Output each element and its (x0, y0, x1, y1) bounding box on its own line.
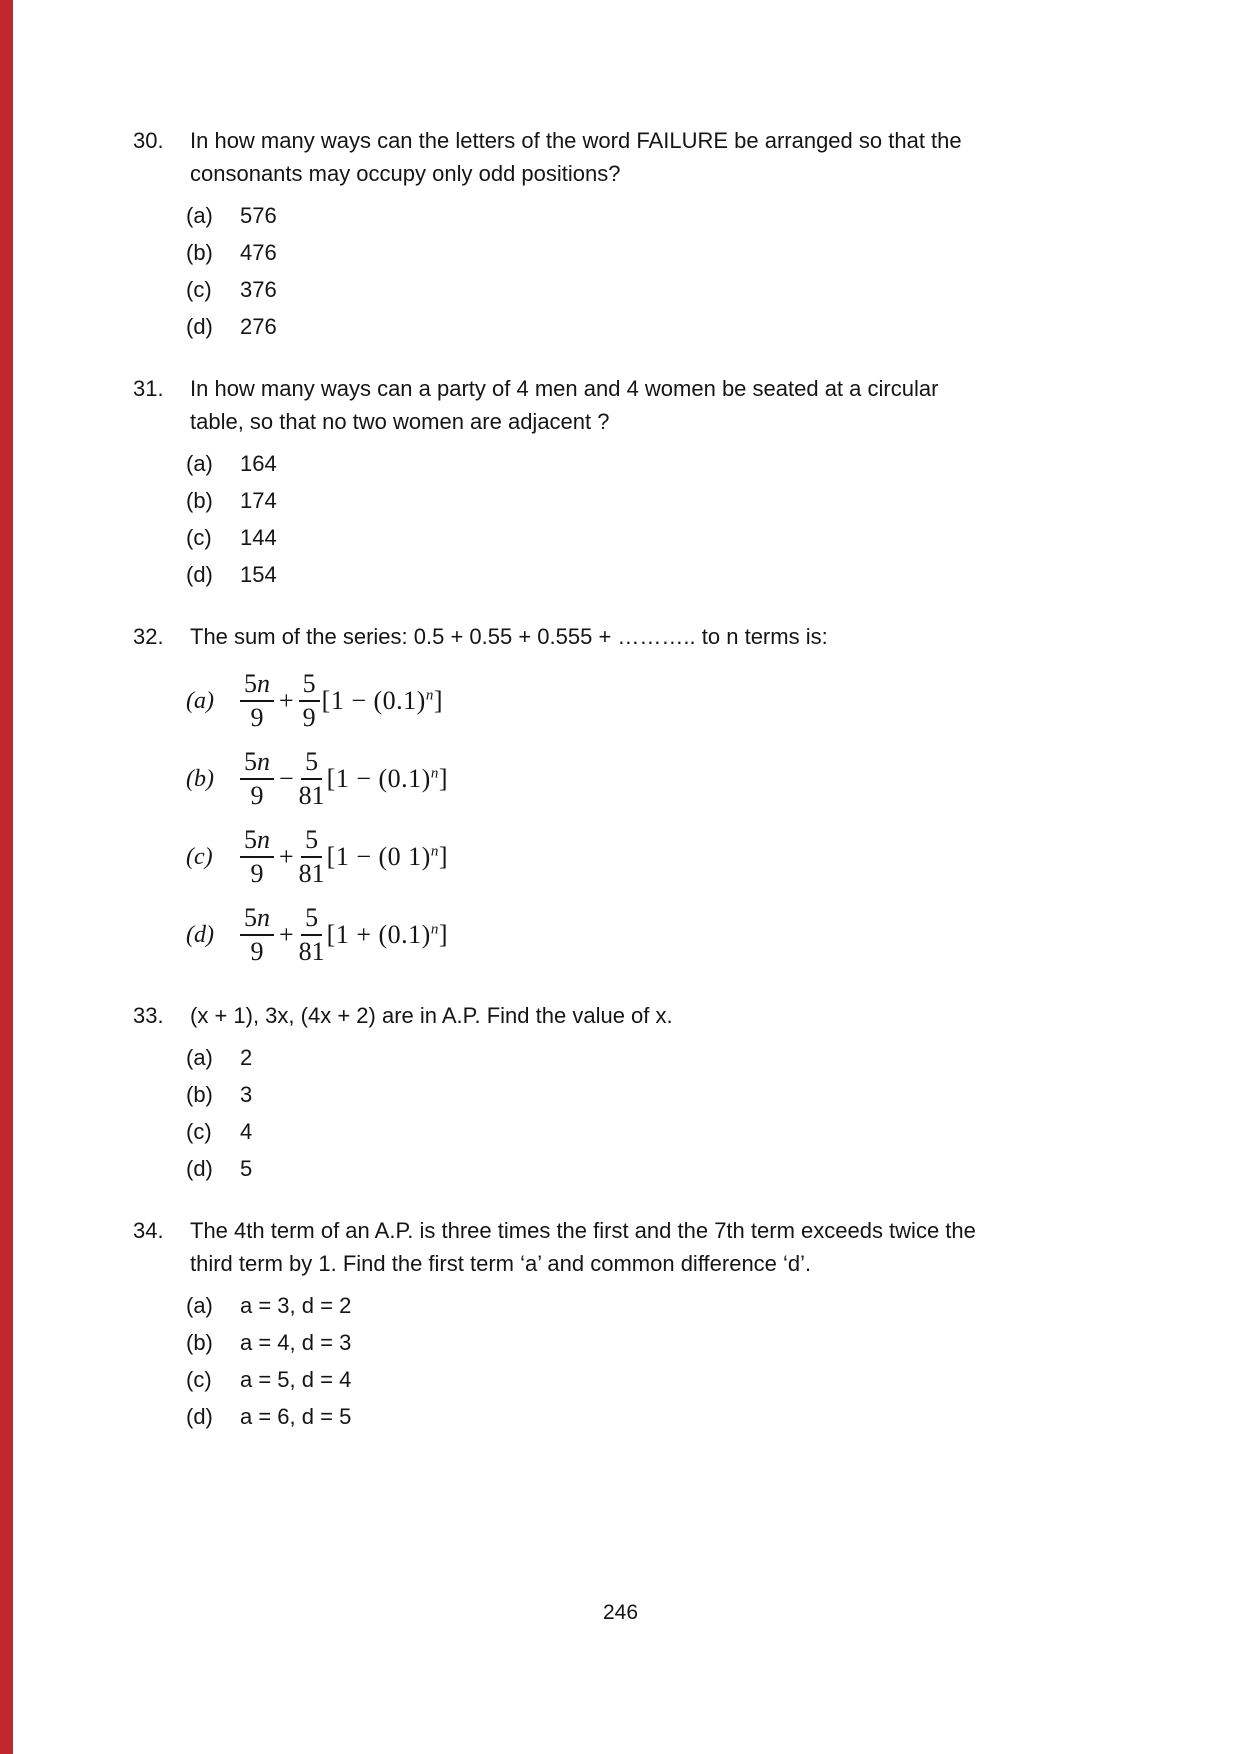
option-value: a = 6, d = 5 (240, 1404, 352, 1429)
option-label: (b) (186, 488, 213, 513)
option-value: 4 (240, 1119, 253, 1144)
option-row (186, 526, 993, 549)
option-row (186, 1294, 993, 1317)
option-row (186, 452, 993, 475)
question-33 (133, 999, 993, 1180)
option-value: 576 (240, 203, 277, 228)
option-row (186, 489, 993, 512)
option-value: a = 5, d = 4 (240, 1367, 352, 1392)
question-text: In how many ways can a party of 4 men and 4 women be seated at a circular table, so that no two women are adjacent ? (190, 376, 939, 434)
option-row (186, 278, 993, 301)
question-number: 32. (133, 624, 164, 649)
page-edge-stripe (0, 0, 13, 1754)
operator: + (279, 685, 294, 715)
option-value: 154 (240, 562, 277, 587)
question-number: 34. (133, 1218, 164, 1243)
option-row (186, 315, 993, 338)
question-head (133, 620, 993, 653)
question-text: (x + 1), 3x, (4x + 2) are in A.P. Find the value of x. (190, 1003, 673, 1028)
option-value: 376 (240, 277, 277, 302)
option-row-formula (186, 670, 993, 731)
option-label: (d) (186, 1156, 213, 1181)
options-list (186, 452, 993, 586)
fraction: $\frac{5n}{9}$ (240, 670, 274, 731)
option-label: (a) (186, 1045, 213, 1070)
formula-expression (240, 748, 448, 809)
option-label: (b) (186, 765, 214, 792)
option-row (186, 1120, 993, 1143)
fraction: $\frac{5}{81}$ (298, 747, 325, 810)
option-label: (c) (186, 1119, 212, 1144)
option-label: (c) (186, 277, 212, 302)
option-row-formula (186, 748, 993, 809)
option-label: (b) (186, 1082, 213, 1107)
option-label: (a) (186, 687, 214, 714)
option-value: 144 (240, 525, 277, 550)
option-value: 476 (240, 240, 277, 265)
fraction: $\frac{5}{81}$ (298, 825, 325, 888)
bracket-term: $[1 + (0.1)^n]$ (326, 919, 448, 949)
option-label: (c) (186, 1367, 212, 1392)
option-value: 5 (240, 1156, 253, 1181)
formula-expression (240, 904, 448, 965)
option-value: 164 (240, 451, 277, 476)
question-34 (133, 1214, 993, 1428)
option-value: 2 (240, 1045, 253, 1070)
option-row (186, 1046, 993, 1069)
fraction: $\frac{5n}{9}$ (240, 748, 274, 809)
options-list (186, 670, 993, 965)
question-text: The sum of the series: 0.5 + 0.55 + 0.555 + ……….. to n terms is: (190, 624, 828, 649)
option-row (186, 1368, 993, 1391)
options-list (186, 204, 993, 338)
option-row (186, 1405, 993, 1428)
question-text: In how many ways can the letters of the word FAILURE be arranged so that the consonants may occupy only odd positions? (190, 128, 962, 186)
question-head (133, 1214, 993, 1280)
option-label: (a) (186, 1293, 213, 1318)
operator: − (279, 763, 294, 793)
operator: + (279, 919, 294, 949)
option-label: (c) (186, 843, 213, 870)
option-row (186, 1083, 993, 1106)
option-label: (d) (186, 921, 214, 948)
option-label: (d) (186, 562, 213, 587)
fraction: $\frac{5n}{9}$ (240, 904, 274, 965)
option-row (186, 563, 993, 586)
question-30 (133, 124, 993, 338)
bracket-term: [1 − (0 1)$^n$] (326, 841, 448, 871)
question-number: 31. (133, 376, 164, 401)
option-row (186, 204, 993, 227)
operator: + (279, 841, 294, 871)
bracket-term: $[1 - (0.1)^n]$ (321, 685, 443, 715)
formula-expression (240, 670, 443, 731)
question-32 (133, 620, 993, 965)
option-label: (a) (186, 451, 213, 476)
bracket-term: $[1 - (0.1)^n]$ (326, 763, 448, 793)
option-label: (c) (186, 525, 212, 550)
options-list (186, 1046, 993, 1180)
option-row (186, 241, 993, 264)
option-label: (d) (186, 1404, 213, 1429)
option-label: (a) (186, 203, 213, 228)
fraction: $\frac{5}{81}$ (298, 903, 325, 966)
options-list (186, 1294, 993, 1428)
question-head (133, 999, 993, 1032)
option-value: 276 (240, 314, 277, 339)
question-number: 30. (133, 128, 164, 153)
option-label: (d) (186, 314, 213, 339)
option-value: a = 4, d = 3 (240, 1330, 352, 1355)
option-value: 3 (240, 1082, 253, 1107)
option-label: (b) (186, 1330, 213, 1355)
fraction: $\frac{5}{9}$ (299, 670, 320, 731)
question-31 (133, 372, 993, 586)
page-number: 246 (602, 1601, 639, 1624)
option-row (186, 1157, 993, 1180)
question-number: 33. (133, 1003, 164, 1028)
fraction: $\frac{5n}{9}$ (240, 826, 274, 887)
question-text: The 4th term of an A.P. is three times the first and the 7th term exceeds twice the third term by 1. Find the first term ‘a’ and common difference ‘d’. (190, 1218, 976, 1276)
questions-list (133, 124, 993, 1428)
option-row-formula (186, 904, 993, 965)
option-row-formula (186, 826, 993, 887)
formula-expression (240, 826, 448, 887)
option-value: 174 (240, 488, 277, 513)
option-label: (b) (186, 240, 213, 265)
option-row (186, 1331, 993, 1354)
option-value: a = 3, d = 2 (240, 1293, 352, 1318)
question-head (133, 124, 993, 190)
question-head (133, 372, 993, 438)
